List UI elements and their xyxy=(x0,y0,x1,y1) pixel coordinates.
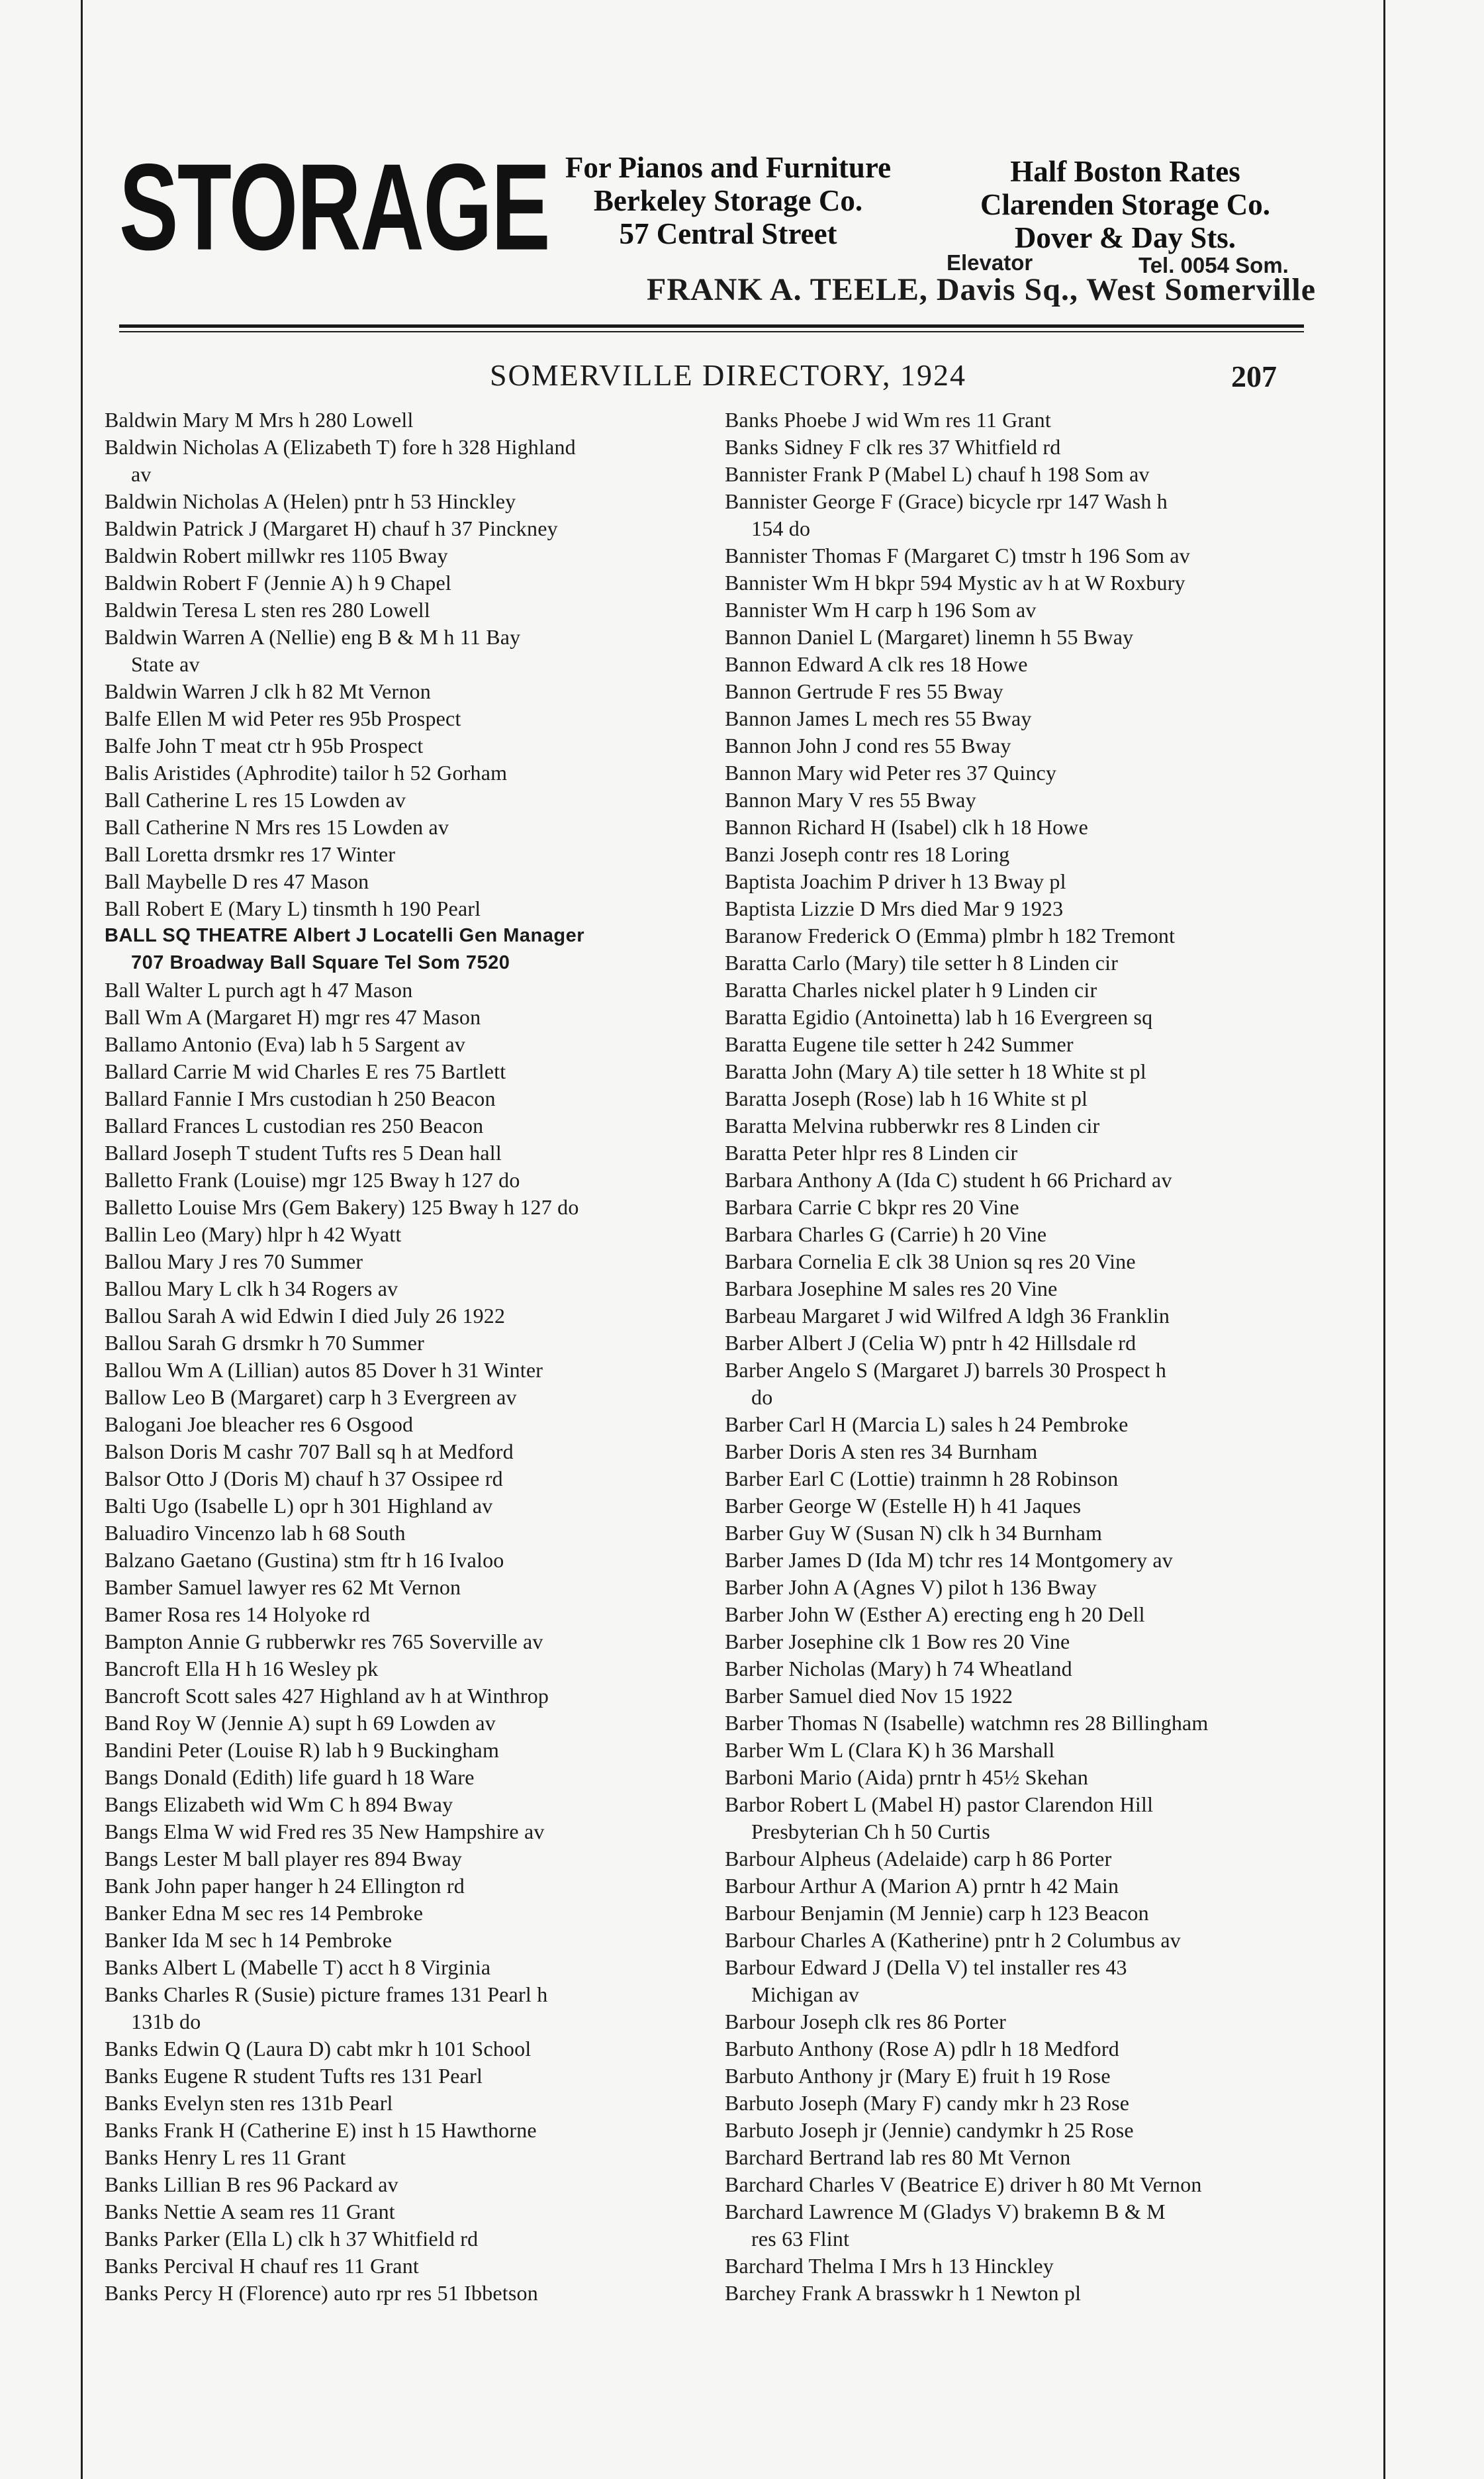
directory-entry: Baratta John (Mary A) tile setter h 18 White st pl xyxy=(725,1059,1146,1083)
directory-entry: Barchey Frank A brasswkr h 1 Newton pl xyxy=(725,2281,1082,2305)
directory-entry: Banker Edna M sec res 14 Pembroke xyxy=(105,1901,424,1925)
directory-entry: Baldwin Robert millwkr res 1105 Bway xyxy=(105,544,448,567)
directory-entry: Bamber Samuel lawyer res 62 Mt Vernon xyxy=(105,1575,461,1599)
ad-line: Berkeley Storage Co. xyxy=(593,184,863,217)
directory-entry: Barbour Joseph clk res 86 Porter xyxy=(725,2010,1006,2033)
directory-entry: Bangs Donald (Edith) life guard h 18 Ware xyxy=(105,1765,475,1789)
directory-entry: Bannon John J cond res 55 Bway xyxy=(725,734,1011,757)
ad-telephone: Tel. 0054 Som. xyxy=(1138,253,1289,277)
directory-entry: Barchard Charles V (Beatrice E) driver h 80 Mt Vernon xyxy=(725,2172,1202,2196)
directory-entry: Barchard Thelma I Mrs h 13 Hinckley xyxy=(725,2254,1054,2278)
directory-entry: Banks Albert L (Mabelle T) acct h 8 Virginia xyxy=(105,1955,491,1979)
directory-entry: Bandini Peter (Louise R) lab h 9 Buckingham xyxy=(105,1738,500,1762)
directory-entry: Banks Eugene R student Tufts res 131 Pearl xyxy=(105,2064,483,2088)
directory-entry: Baranow Frederick O (Emma) plmbr h 182 Tremont xyxy=(725,924,1176,948)
directory-entry: Banker Ida M sec h 14 Pembroke xyxy=(105,1928,393,1952)
directory-entry: Barbara Charles G (Carrie) h 20 Vine xyxy=(725,1222,1047,1246)
directory-entry: Balis Aristides (Aphrodite) tailor h 52 Gorham xyxy=(105,761,508,785)
directory-entry: Banks Percy H (Florence) auto rpr res 51 Ibbetson xyxy=(105,2281,538,2305)
directory-entry: Baratta Peter hlpr res 8 Linden cir xyxy=(725,1141,1018,1165)
directory-entry: Barber Samuel died Nov 15 1922 xyxy=(725,1684,1013,1708)
directory-entry: BALL SQ THEATRE Albert J Locatelli Gen Manager xyxy=(105,925,585,946)
directory-entry-continuation: av xyxy=(131,462,152,486)
directory-entry: Ballou Mary J res 70 Summer xyxy=(105,1249,363,1273)
directory-entry: Bannon Richard H (Isabel) clk h 18 Howe xyxy=(725,815,1088,839)
directory-entry-continuation: 154 do xyxy=(751,516,811,540)
directory-entry: Barbor Robert L (Mabel H) pastor Clarendon Hill xyxy=(725,1792,1154,1816)
directory-entry: Baratta Joseph (Rose) lab h 16 White st pl xyxy=(725,1087,1088,1110)
page-title: SOMERVILLE DIRECTORY, 1924 xyxy=(489,358,967,392)
directory-entry: Ballou Mary L clk h 34 Rogers av xyxy=(105,1277,398,1300)
directory-entry: Barbara Anthony A (Ida C) student h 66 Prichard av xyxy=(725,1168,1172,1192)
directory-entry: Bampton Annie G rubberwkr res 765 Soverville av xyxy=(105,1629,543,1653)
directory-entry: Ballou Sarah A wid Edwin I died July 26 1922 xyxy=(105,1304,506,1328)
directory-entry: Baldwin Nicholas A (Helen) pntr h 53 Hinckley xyxy=(105,489,516,513)
directory-entry: Baldwin Patrick J (Margaret H) chauf h 37 Pinckney xyxy=(105,516,558,540)
directory-entry: Balfe John T meat ctr h 95b Prospect xyxy=(105,734,424,757)
directory-entry: Ball Walter L purch agt h 47 Mason xyxy=(105,978,413,1002)
directory-entry: Banks Sidney F clk res 37 Whitfield rd xyxy=(725,435,1061,459)
directory-entry: Ball Wm A (Margaret H) mgr res 47 Mason xyxy=(105,1005,481,1029)
ad-line: Half Boston Rates xyxy=(1010,155,1240,188)
page-border-right xyxy=(1383,0,1385,2479)
directory-entry: Barbara Carrie C bkpr res 20 Vine xyxy=(725,1195,1019,1219)
directory-entry: Baldwin Warren J clk h 82 Mt Vernon xyxy=(105,679,431,703)
directory-entry: Barbuto Joseph jr (Jennie) candymkr h 25 Rose xyxy=(725,2118,1134,2142)
directory-entry: Barbour Alpheus (Adelaide) carp h 86 Porter xyxy=(725,1847,1112,1871)
directory-entry: Bangs Elma W wid Fred res 35 New Hampshire av xyxy=(105,1820,545,1843)
directory-entry: Banks Henry L res 11 Grant xyxy=(105,2145,346,2169)
directory-entry: Bannon Edward A clk res 18 Howe xyxy=(725,652,1028,676)
directory-entry: Barber Thomas N (Isabelle) watchmn res 28 Billingham xyxy=(725,1711,1209,1735)
directory-entry-continuation: 131b do xyxy=(131,2010,201,2033)
directory-entry: Bannon Daniel L (Margaret) linemn h 55 Bway xyxy=(725,625,1134,649)
directory-entry: Ballou Sarah G drsmkr h 70 Summer xyxy=(105,1331,424,1355)
directory-entry: Barber Nicholas (Mary) h 74 Wheatland xyxy=(725,1657,1072,1680)
directory-entry: Ballard Joseph T student Tufts res 5 Dean hall xyxy=(105,1141,502,1165)
directory-entry: Banks Evelyn sten res 131b Pearl xyxy=(105,2091,393,2115)
directory-entry: Banks Nettie A seam res 11 Grant xyxy=(105,2200,395,2223)
directory-entry: Bamer Rosa res 14 Holyoke rd xyxy=(105,1602,371,1626)
directory-entry: Bannon Gertrude F res 55 Bway xyxy=(725,679,1003,703)
directory-entry: Barbara Josephine M sales res 20 Vine xyxy=(725,1277,1058,1300)
directory-entry: Baldwin Warren A (Nellie) eng B & M h 11 Bay xyxy=(105,625,521,649)
directory-entry: Barber Guy W (Susan N) clk h 34 Burnham xyxy=(725,1521,1103,1545)
directory-entry: Barber Josephine clk 1 Bow res 20 Vine xyxy=(725,1629,1070,1653)
directory-entry: Bancroft Ella H h 16 Wesley pk xyxy=(105,1657,379,1680)
directory-entry: Banks Phoebe J wid Wm res 11 Grant xyxy=(725,408,1051,432)
directory-entry: Bannister George F (Grace) bicycle rpr 147 Wash h xyxy=(725,489,1168,513)
directory-entry: Barber Wm L (Clara K) h 36 Marshall xyxy=(725,1738,1055,1762)
directory-entry: Ballamo Antonio (Eva) lab h 5 Sargent av xyxy=(105,1032,466,1056)
directory-entry: Bancroft Scott sales 427 Highland av h at Winthrop xyxy=(105,1684,549,1708)
page-number: 207 xyxy=(1231,360,1277,393)
directory-entry: Ballard Fannie I Mrs custodian h 250 Beacon xyxy=(105,1087,496,1110)
directory-entry: Ball Maybelle D res 47 Mason xyxy=(105,869,369,893)
directory-entry: Balletto Frank (Louise) mgr 125 Bway h 127 do xyxy=(105,1168,520,1192)
directory-entry: Barbour Charles A (Katherine) pntr h 2 Columbus av xyxy=(725,1928,1181,1952)
ad-storage-heading: STORAGE xyxy=(119,138,550,276)
directory-entry: Barbour Edward J (Della V) tel installer res 43 xyxy=(725,1955,1127,1979)
directory-entry: Barchard Bertrand lab res 80 Mt Vernon xyxy=(725,2145,1071,2169)
directory-entry: Baratta Carlo (Mary) tile setter h 8 Linden cir xyxy=(725,951,1119,975)
directory-entry: Banks Percival H chauf res 11 Grant xyxy=(105,2254,419,2278)
directory-entry: Banks Charles R (Susie) picture frames 131 Pearl h xyxy=(105,1982,548,2006)
ad-clarenden-block xyxy=(940,155,1311,254)
directory-entry: Ballard Frances L custodian res 250 Beacon xyxy=(105,1114,484,1138)
directory-entry: Banks Edwin Q (Laura D) cabt mkr h 101 School xyxy=(105,2037,532,2061)
directory-entry: Barchard Lawrence M (Gladys V) brakemn B & M xyxy=(725,2200,1166,2223)
storage-advertisement xyxy=(119,138,1316,331)
directory-entry: Bangs Elizabeth wid Wm C h 894 Bway xyxy=(105,1792,453,1816)
directory-entry: Baptista Lizzie D Mrs died Mar 9 1923 xyxy=(725,897,1064,920)
directory-entry: Banks Lillian B res 96 Packard av xyxy=(105,2172,398,2196)
directory-entry: Balti Ugo (Isabelle L) opr h 301 Highland av xyxy=(105,1494,493,1518)
directory-entry: Baldwin Mary M Mrs h 280 Lowell xyxy=(105,408,414,432)
directory-entry: Barbuto Joseph (Mary F) candy mkr h 23 Rose xyxy=(725,2091,1130,2115)
directory-entry: Baratta Melvina rubberwkr res 8 Linden cir xyxy=(725,1114,1100,1138)
directory-entry: Barber John W (Esther A) erecting eng h 20 Dell xyxy=(725,1602,1145,1626)
directory-entry: Baldwin Robert F (Jennie A) h 9 Chapel xyxy=(105,571,451,595)
directory-entry-continuation: Presbyterian Ch h 50 Curtis xyxy=(751,1820,990,1843)
directory-entry: Barber Carl H (Marcia L) sales h 24 Pembroke xyxy=(725,1412,1129,1436)
directory-entry: Banzi Joseph contr res 18 Loring xyxy=(725,842,1010,866)
directory-entry: Barber Albert J (Celia W) pntr h 42 Hillsdale rd xyxy=(725,1331,1136,1355)
directory-entry: Ballou Wm A (Lillian) autos 85 Dover h 31 Winter xyxy=(105,1358,543,1382)
directory-entry: Barber Doris A sten res 34 Burnham xyxy=(725,1439,1038,1463)
directory-entry: Bannon James L mech res 55 Bway xyxy=(725,706,1032,730)
directory-entry-continuation: do xyxy=(751,1385,773,1409)
directory-entry: Bangs Lester M ball player res 894 Bway xyxy=(105,1847,463,1871)
directory-entry: Bannister Thomas F (Margaret C) tmstr h 196 Som av xyxy=(725,544,1190,567)
directory-entry: Barber Earl C (Lottie) trainmn h 28 Robinson xyxy=(725,1467,1119,1490)
directory-entry: Ball Catherine L res 15 Lowden av xyxy=(105,788,406,812)
directory-entry: Barbara Cornelia E clk 38 Union sq res 20 Vine xyxy=(725,1249,1136,1273)
directory-entry: Baluadiro Vincenzo lab h 68 South xyxy=(105,1521,406,1545)
ad-line: 57 Central Street xyxy=(619,217,837,250)
directory-entry: Barbuto Anthony jr (Mary E) fruit h 19 Rose xyxy=(725,2064,1111,2088)
directory-entry: Baratta Eugene tile setter h 242 Summer xyxy=(725,1032,1074,1056)
directory-entry: Barber Angelo S (Margaret J) barrels 30 Prospect h xyxy=(725,1358,1167,1382)
directory-entry: Ballow Leo B (Margaret) carp h 3 Evergreen av xyxy=(105,1385,517,1409)
directory-entry: Baldwin Teresa L sten res 280 Lowell xyxy=(105,598,430,622)
directory-entry: Ball Robert E (Mary L) tinsmth h 190 Pearl xyxy=(105,897,481,920)
directory-entry: Balogani Joe bleacher res 6 Osgood xyxy=(105,1412,414,1436)
ad-line: For Pianos and Furniture xyxy=(565,151,892,184)
directory-entry: Barber George W (Estelle H) h 41 Jaques xyxy=(725,1494,1082,1518)
directory-entry: Balson Doris M cashr 707 Ball sq h at Medford xyxy=(105,1439,514,1463)
directory-entry: Ball Catherine N Mrs res 15 Lowden av xyxy=(105,815,449,839)
directory-entry-continuation: State av xyxy=(131,652,200,676)
directory-entry: Barbour Benjamin (M Jennie) carp h 123 Beacon xyxy=(725,1901,1149,1925)
directory-entry: Barboni Mario (Aida) prntr h 45½ Skehan xyxy=(725,1765,1089,1789)
ad-berkeley-block xyxy=(516,151,940,250)
ad-rule-thin xyxy=(119,331,1304,332)
directory-entry: Bannister Wm H bkpr 594 Mystic av h at W Roxbury xyxy=(725,571,1185,595)
directory-entry: Bannister Wm H carp h 196 Som av xyxy=(725,598,1037,622)
directory-entry: Ball Loretta drsmkr res 17 Winter xyxy=(105,842,396,866)
directory-entry: Balzano Gaetano (Gustina) stm ftr h 16 Ivaloo xyxy=(105,1548,504,1572)
directory-entry: Balletto Louise Mrs (Gem Bakery) 125 Bway h 127 do xyxy=(105,1195,579,1219)
directory-entry: Baldwin Nicholas A (Elizabeth T) fore h 328 Highland xyxy=(105,435,576,459)
ad-line: Dover & Day Sts. xyxy=(1014,221,1236,254)
directory-entry-continuation: Michigan av xyxy=(751,1982,860,2006)
directory-entry: Ballard Carrie M wid Charles E res 75 Bartlett xyxy=(105,1059,506,1083)
directory-entry: Baratta Charles nickel plater h 9 Linden cir xyxy=(725,978,1097,1002)
directory-entry: Barbour Arthur A (Marion A) prntr h 42 Main xyxy=(725,1874,1119,1898)
directory-entry: Barbeau Margaret J wid Wilfred A ldgh 36 Franklin xyxy=(725,1304,1170,1328)
directory-entry: Banks Parker (Ella L) clk h 37 Whitfield rd xyxy=(105,2227,479,2251)
directory-entry: Balfe Ellen M wid Peter res 95b Prospect xyxy=(105,706,461,730)
page-border-left xyxy=(81,0,83,2479)
ad-line: Clarenden Storage Co. xyxy=(980,188,1270,221)
ad-rule xyxy=(119,324,1304,328)
directory-entry-continuation: 707 Broadway Ball Square Tel Som 7520 xyxy=(131,952,510,973)
ad-elevator: Elevator xyxy=(947,250,1033,275)
directory-entry: Band Roy W (Jennie A) supt h 69 Lowden av xyxy=(105,1711,496,1735)
directory-entry: Bannister Frank P (Mabel L) chauf h 198 Som av xyxy=(725,462,1150,486)
left-column xyxy=(105,407,720,2307)
directory-entry: Bank John paper hanger h 24 Ellington rd xyxy=(105,1874,465,1898)
directory-entry: Barber James D (Ida M) tchr res 14 Montgomery av xyxy=(725,1548,1173,1572)
directory-entry: Barber John A (Agnes V) pilot h 136 Bway xyxy=(725,1575,1097,1599)
directory-entry: Bannon Mary V res 55 Bway xyxy=(725,788,976,812)
right-column xyxy=(725,407,1340,2307)
ad-teele-line: FRANK A. TEELE, Davis Sq., West Somerville xyxy=(647,272,1316,307)
directory-entry-continuation: res 63 Flint xyxy=(751,2227,850,2251)
directory-entry: Barbuto Anthony (Rose A) pdlr h 18 Medford xyxy=(725,2037,1119,2061)
directory-entry: Banks Frank H (Catherine E) inst h 15 Hawthorne xyxy=(105,2118,537,2142)
directory-entry: Balsor Otto J (Doris M) chauf h 37 Ossipee rd xyxy=(105,1467,503,1490)
directory-entry: Bannon Mary wid Peter res 37 Quincy xyxy=(725,761,1057,785)
directory-entry: Baptista Joachim P driver h 13 Bway pl xyxy=(725,869,1066,893)
directory-entry: Ballin Leo (Mary) hlpr h 42 Wyatt xyxy=(105,1222,402,1246)
directory-entry: Baratta Egidio (Antoinetta) lab h 16 Evergreen sq xyxy=(725,1005,1153,1029)
